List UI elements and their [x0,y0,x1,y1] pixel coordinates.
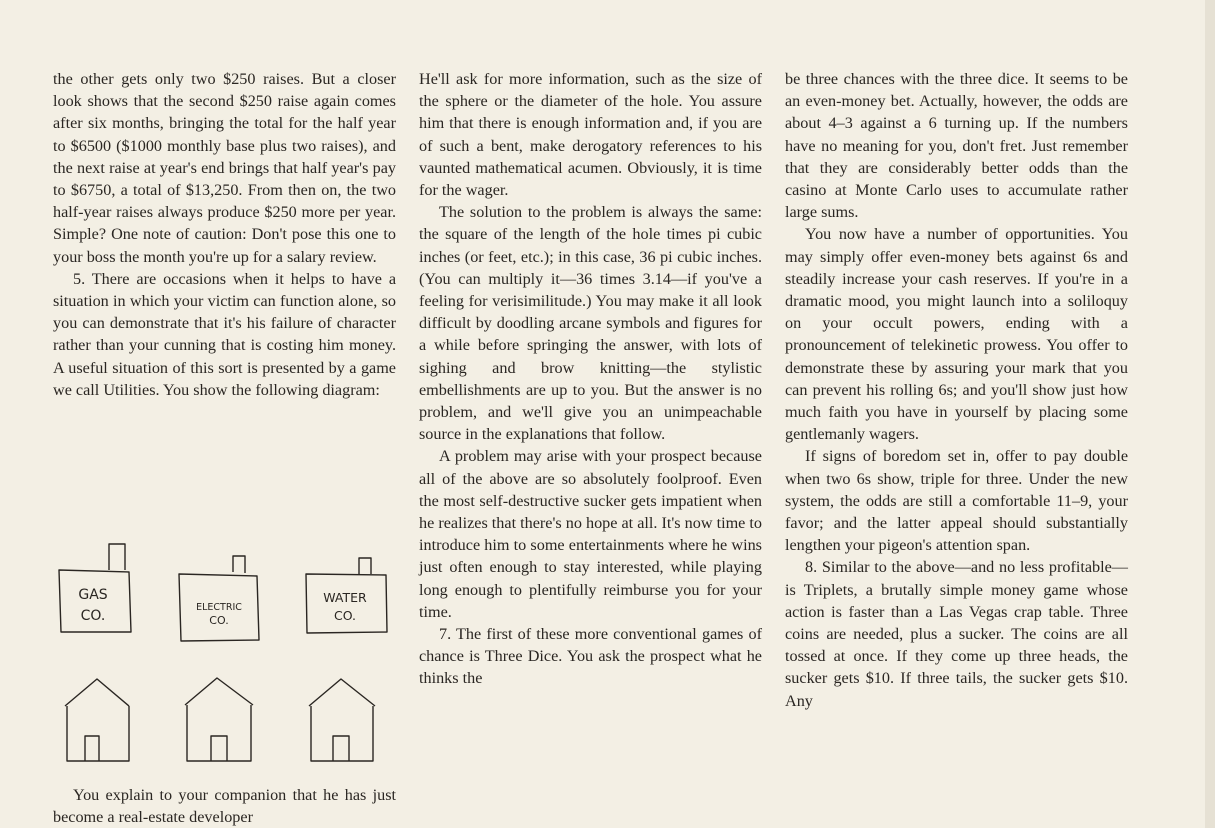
electric-company-building [179,556,259,641]
paragraph: A problem may arise with your prospect because all of the above are so absolutely foolproof. Even the most self-destructive sucker gets impatient when he realizes that there's no hope at all. It's now time to introduce him to some entertainments where he wins just often enough to stay interested, while playing long enough to plentifully reimburse you for your time. [419,447,762,621]
house [309,679,375,761]
paragraph: If signs of boredom set in, offer to pay double when two 6s show, triple for three. Under the new system, the odds are still a comfortable 11–9, your favor; and the latter appeal should substantially lengthen your pigeon's attention span. [785,447,1128,555]
utilities-diagram [53,540,396,770]
paragraph: 8. Similar to the above—and no less profitable—is Triplets, a brutally simple money game whose action is faster than a Las Vegas crap table. Three coins are needed, plus a sucker. The coins are all tossed at once. If they come up three heads, the sucker gets $10. If three tails, the sucker gets $10. Any [785,558,1128,710]
paragraph: the other gets only two $250 raises. But a closer look shows that the second $250 raise again comes after six months, bringing the total for the half year to $6500 ($1000 monthly base plus two raises), and the next raise at year's end brings that half year's pay to $6750, a total of $13,250. From then on, the two half-year raises always produce $250 more per year. Simple? One note of caution: Don't pose this one to your boss the month you're up for a salary review. [53,70,396,266]
paragraph: You explain to your companion that he has just become a real-estate developer [53,786,396,827]
water-company-building [306,558,387,633]
gas-company-building [59,544,131,632]
paragraph: 7. The first of these more conventional games of chance is Three Dice. You ask the prospect what he thinks the [419,625,762,688]
utility-label: WATER [323,590,367,605]
house [65,679,129,761]
house [185,678,253,761]
page-edge [1205,0,1215,828]
text-column-2 [419,68,762,690]
utility-label: ELECTRIC [196,602,242,613]
paragraph: 5. There are occasions when it helps to have a situation in which your victim can function alone, so you can demonstrate that it's his failure of character rather than your cunning that is costing him money. A useful situation of this sort is presented by a game we call Utilities. You show the following diagram: [53,269,396,399]
text-column-1 [53,68,396,401]
paragraph: He'll ask for more information, such as the size of the sphere or the diameter of the hole. You assure him that there is enough information and, if you are of such a bent, make derogatory references to his vaunted mathematical acumen. Obviously, it is time for the wager. [419,70,762,200]
text-column-1-continued [53,784,396,828]
utility-label: CO. [333,608,357,623]
utility-label: GAS [78,587,108,603]
utility-label: CO. [80,608,106,624]
utility-label: CO. [209,614,229,627]
text-column-3 [785,68,1128,712]
paragraph: The solution to the problem is always the same: the square of the length of the hole times pi cubic inches (or feet, etc.); in this case, 36 pi cubic inches. (You can multiply it—36 times 3.14—if you've a feeling for verisimilitude.) You may make it all look difficult by doodling arcane symbols and figures for a while before springing the answer, with lots of sighing and brow knitting—the stylistic embellishments are up to you. But the answer is no problem, and we'll give you an unimpeachable source in the explanations that follow. [419,203,762,444]
paragraph: You now have a number of opportunities. You may simply offer even-money bets against 6s and steadily increase your cash reserves. If you're in a dramatic mood, you might launch into a soliloquy on your occult powers, ending with a pronouncement of telekinetic prowess. You offer to demonstrate these by assuring your mark that you can prevent his rolling 6s; and you'll show just how much faith you have in yourself by placing some gentlemanly wagers. [785,225,1128,444]
paragraph: be three chances with the three dice. It seems to be an even-money bet. Actually, however, the odds are about 4–3 against a 6 turning up. If the numbers have no meaning for you, don't fret. Just remember that they are considerably better odds than the casino at Monte Carlo uses to accumulate rather large sums. [785,70,1128,222]
